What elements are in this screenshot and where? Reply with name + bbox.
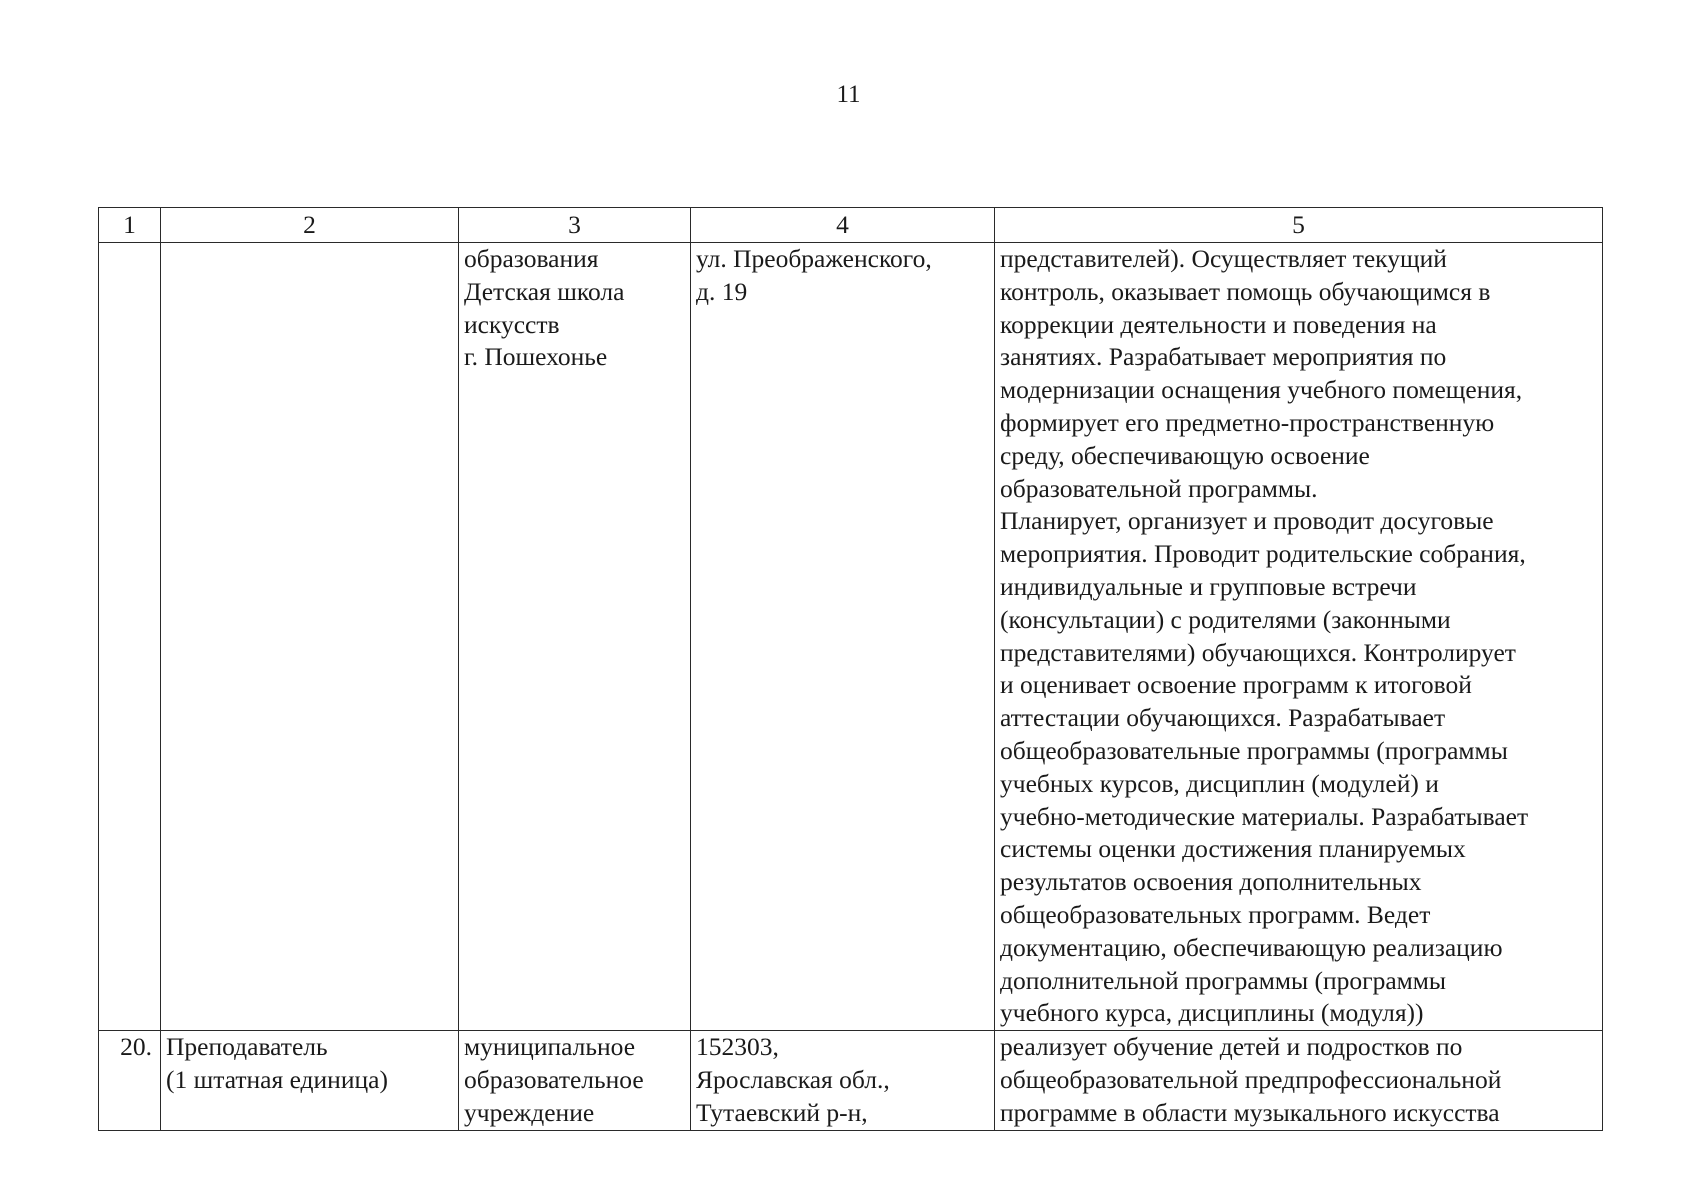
position-cell (161, 243, 459, 1031)
table-row (99, 243, 1603, 1031)
row-number-cell: 20. (99, 1031, 161, 1130)
table-header-row (99, 208, 1603, 243)
page-number: 11 (836, 81, 861, 108)
column-header: 2 (161, 208, 459, 243)
staffing-table (98, 207, 1603, 1131)
organization-cell: муниципальное образовательное учреждение (459, 1031, 691, 1130)
column-header: 5 (995, 208, 1603, 243)
row-number-cell (99, 243, 161, 1031)
column-header: 1 (99, 208, 161, 243)
column-header: 4 (691, 208, 995, 243)
organization-cell: образования Детская школа искусств г. Пошехонье (459, 243, 691, 1031)
column-header: 3 (459, 208, 691, 243)
position-cell: Преподаватель (1 штатная единица) (161, 1031, 459, 1130)
duties-cell: реализует обучение детей и подростков по общеобразовательной предпрофессиональной программе в области музыкального искусства (995, 1031, 1603, 1130)
duties-cell: представителей). Осуществляет текущий контроль, оказывает помощь обучающимся в коррекции деятельности и поведения на занятиях. Разрабатывает мероприятия по модернизации оснащения учебного помещения, формирует его предметно-пространственную среду, обеспечивающую освоение образовательной программы. Планирует, организует и проводит досуговые мероприятия. Проводит родительские собрания, индивидуальные и групповые встречи (консультации) с родителями (законными представителями) обучающихся. Контролирует и оценивает освоение программ к итоговой аттестации обучающихся. Разрабатывает общеобразовательные программы (программы учебных курсов, дисциплин (модулей) и учебно-методические материалы. Разрабатывает системы оценки достижения планируемых результатов освоения дополнительных общеобразовательных программ. Ведет документацию, обеспечивающую реализацию дополнительной программы (программы учебного курса, дисциплины (модуля)) (995, 243, 1603, 1031)
table-row (99, 1031, 1603, 1130)
address-cell: ул. Преображенского, д. 19 (691, 243, 995, 1031)
address-cell: 152303, Ярославская обл., Тутаевский р-н, (691, 1031, 995, 1130)
